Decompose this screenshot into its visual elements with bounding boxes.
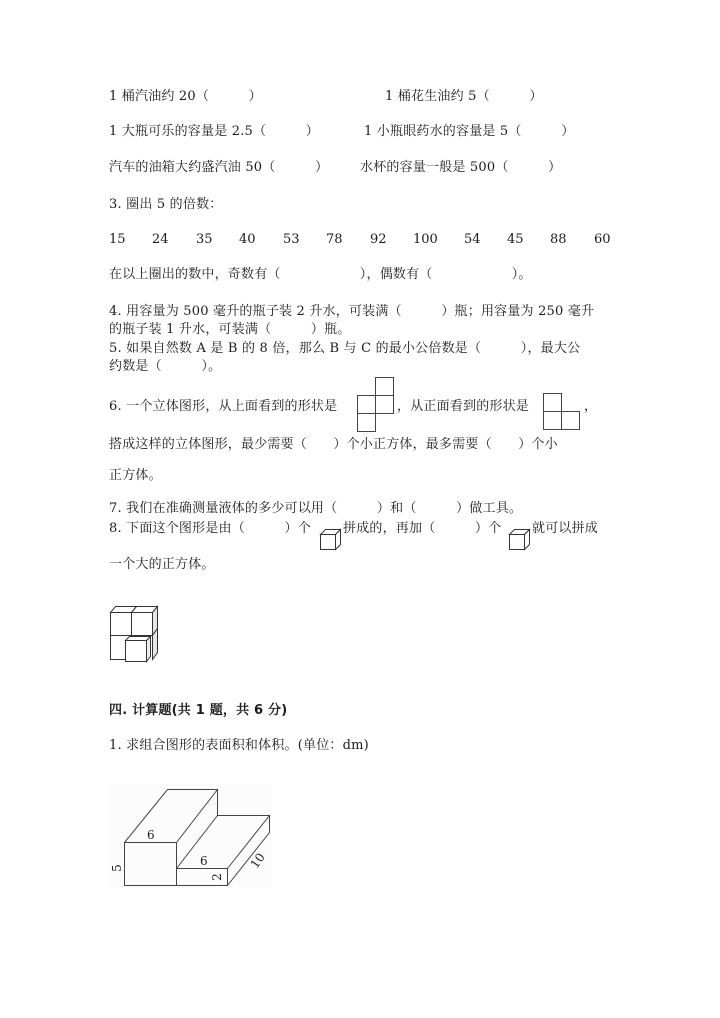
unit-question-cola: 1 大瓶可乐的容量是 2.5（ ） [109, 124, 320, 139]
q8-part3: 就可以拼成 [532, 521, 599, 536]
q7-text: 7. 我们在准确测量液体的多少可以用（ ）和（ ）做工具。 [109, 501, 523, 516]
q4-line1: 4. 用容量为 500 毫升的瓶子装 2 升水，可装满（ ）瓶；用容量为 250 毫升 [109, 304, 595, 319]
q6-line2: 搭成这样的立体图形，最少需要（ ）个小正方体，最多需要（ ）个小 [109, 437, 558, 452]
number-item[interactable]: 45 [507, 232, 524, 247]
q8-line2: 一个大的正方体。 [109, 557, 215, 572]
front-view-shape-icon [543, 393, 581, 431]
combined-solid-figure [108, 784, 278, 890]
small-cube-icon [509, 529, 531, 551]
label-low-height: 2 [210, 873, 224, 881]
label-tall-height: 5 [110, 864, 124, 872]
unit-question-fuel-tank: 汽车的油箱大约盛汽油 50（ ） [109, 160, 329, 175]
q5-line2: 约数是（ ）。 [109, 359, 222, 374]
small-cube-icon [320, 529, 342, 551]
q5-line1: 5. 如果自然数 A 是 B 的 8 倍，那么 B 与 C 的最小公倍数是（ ），最大公 [109, 341, 581, 356]
unit-question-peanut-oil: 1 桶花生油约 5（ ） [385, 89, 543, 104]
q8-part1: 8. 下面这个图形是由（ ）个 [109, 521, 311, 536]
top-view-shape-icon [357, 377, 395, 433]
cube-assembly-figure [108, 604, 164, 664]
number-item[interactable]: 92 [370, 232, 387, 247]
label-tall-top-width: 6 [147, 828, 155, 842]
q6-part1: 6. 一个立体图形，从上面看到的形状是 [109, 399, 338, 414]
number-item[interactable]: 88 [550, 232, 567, 247]
label-depth: 10 [247, 850, 268, 871]
q6-part3: ， [584, 399, 598, 414]
number-item[interactable]: 60 [594, 232, 611, 247]
number-item[interactable]: 54 [464, 232, 481, 247]
unit-question-eyedrops: 1 小瓶眼药水的容量是 5（ ） [364, 124, 575, 139]
number-item[interactable]: 78 [326, 232, 343, 247]
number-item[interactable]: 24 [152, 232, 169, 247]
q3-title: 3. 圈出 5 的倍数： [109, 197, 223, 212]
q6-part2: ，从正面看到的形状是 [397, 399, 530, 414]
q6-line3: 正方体。 [109, 468, 162, 483]
number-item[interactable]: 100 [413, 232, 438, 247]
number-item[interactable]: 53 [283, 232, 300, 247]
number-item[interactable]: 15 [109, 232, 126, 247]
q8-part2: 拼成的，再加（ ）个 [343, 521, 502, 536]
unit-question-oil-barrel: 1 桶汽油约 20（ ） [109, 89, 262, 104]
q3-followup: 在以上圈出的数中，奇数有（ ），偶数有（ ）。 [109, 267, 532, 282]
q4-line2: 的瓶子装 1 升水，可装满（ ）瓶。 [109, 322, 351, 337]
number-item[interactable]: 35 [196, 232, 213, 247]
number-item[interactable]: 40 [239, 232, 256, 247]
unit-question-water-cup: 水杯的容量一般是 500（ ） [360, 160, 562, 175]
section4-heading: 四. 计算题(共 1 题，共 6 分) [109, 703, 288, 718]
section4-q1: 1. 求组合图形的表面积和体积。(单位：dm) [109, 738, 369, 753]
label-low-top-width: 6 [200, 854, 208, 868]
